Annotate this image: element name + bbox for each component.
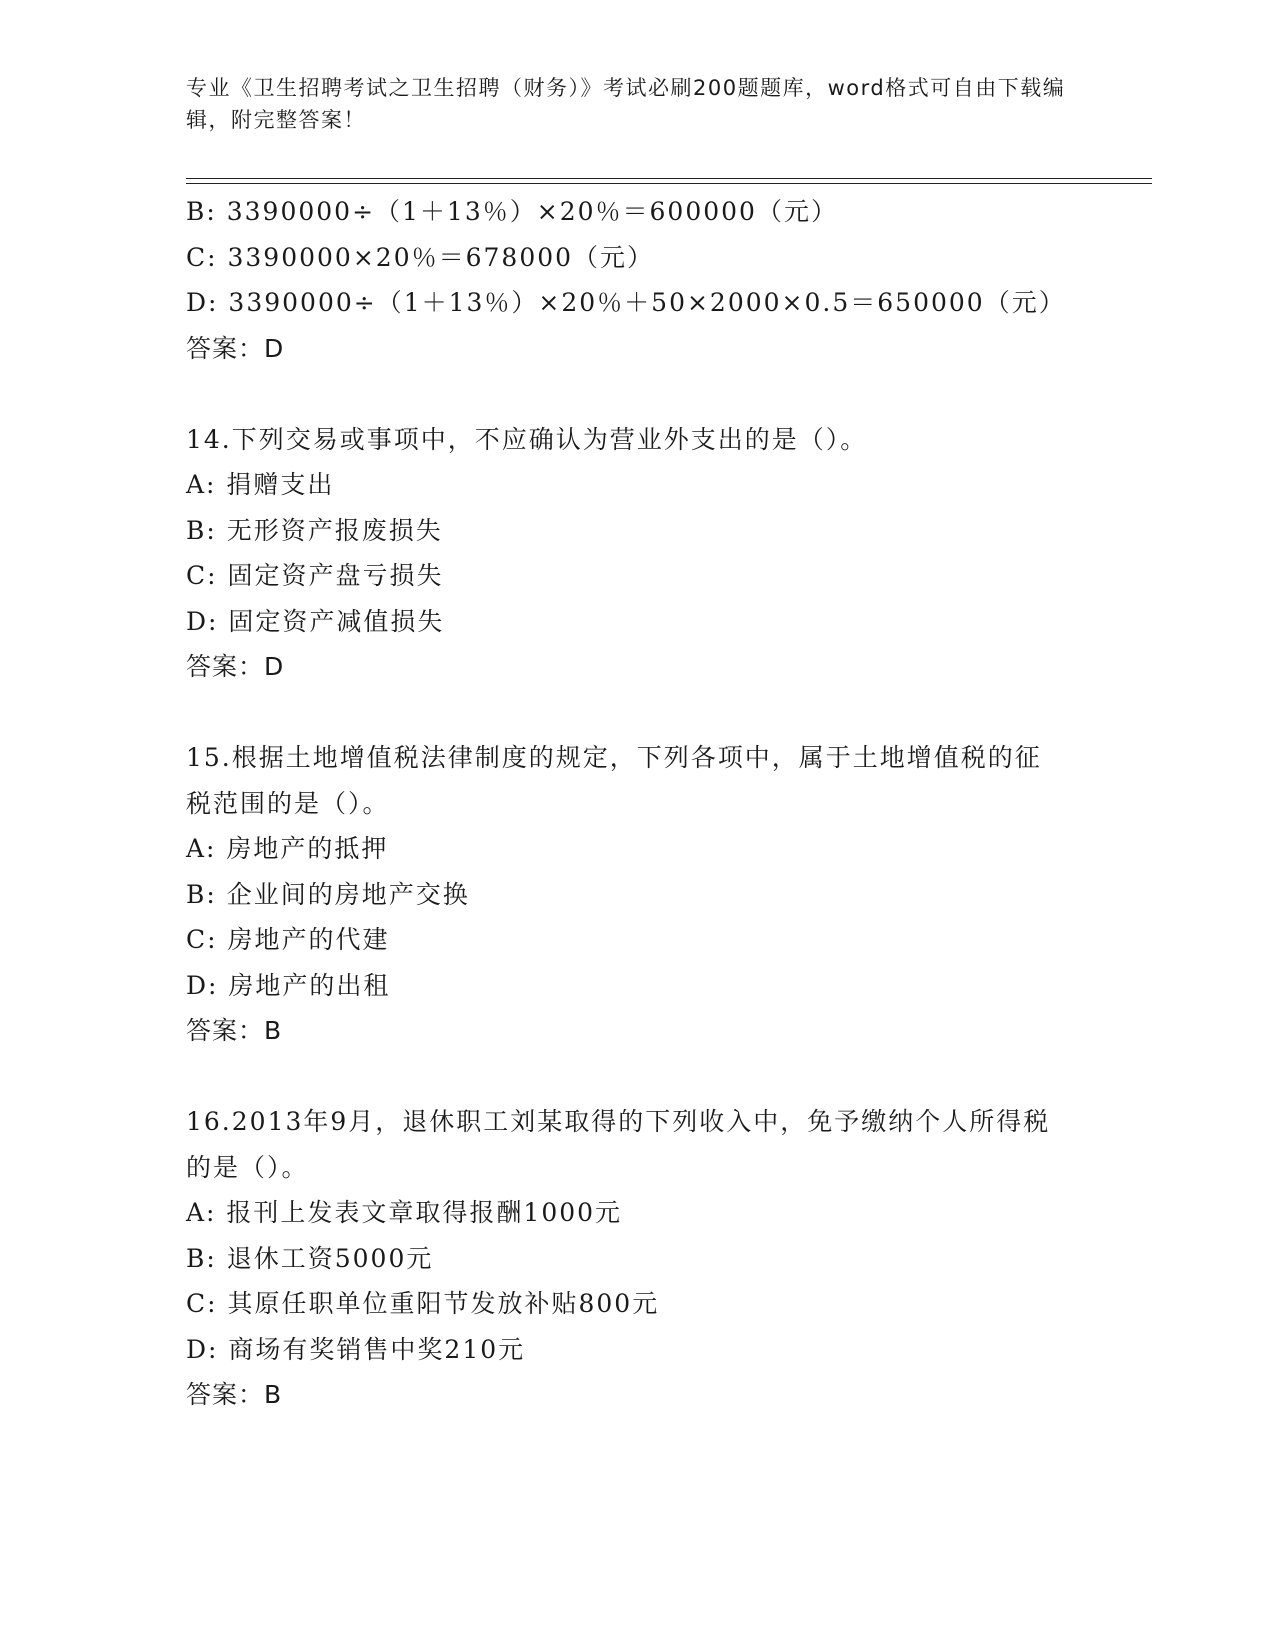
option-c: C: 房地产的代建 — [186, 925, 390, 954]
option-b: B: 无形资产报废损失 — [186, 515, 443, 545]
option-b: B: 企业间的房地产交换 — [186, 879, 470, 909]
document-body — [186, 189, 1086, 1418]
option-c: C: 固定资产盘亏损失 — [186, 561, 444, 590]
question-stem: 14.下列交易或事项中，不应确认为营业外支出的是（）。 — [186, 424, 868, 454]
option-d: D: 商场有奖销售中奖210元 — [186, 1334, 526, 1364]
answer-line: 答案：D — [186, 652, 285, 681]
answer-line: 答案：B — [186, 1380, 283, 1409]
question-15 — [186, 735, 1086, 1054]
header-divider-bottom — [186, 183, 1152, 184]
header-divider-top — [186, 178, 1152, 179]
question-stem: 15.根据土地增值税法律制度的规定，下列各项中，属于土地增值税的征税范围的是（）。 — [186, 743, 1042, 818]
option-d: D: 房地产的出租 — [186, 970, 391, 1000]
option-c: C: 3390000×20％＝678000（元） — [186, 242, 655, 272]
question-14 — [186, 417, 1086, 690]
option-c: C: 其原任职单位重阳节发放补贴800元 — [186, 1289, 660, 1318]
option-b: B: 退休工资5000元 — [186, 1243, 434, 1273]
option-d: D: 固定资产减值损失 — [186, 606, 445, 636]
option-b: B: 3390000÷（1＋13％）×20％＝600000（元） — [186, 197, 838, 226]
answer-line: 答案：B — [186, 1016, 283, 1045]
question-16 — [186, 1099, 1086, 1418]
option-a: A: 报刊上发表文章取得报酬1000元 — [186, 1198, 623, 1227]
document-header: 专业《卫生招聘考试之卫生招聘（财务）》考试必刷200题题库，word格式可自由下载编辑，附完整答案！ — [186, 76, 1066, 132]
option-a: A: 房地产的抵押 — [186, 834, 389, 863]
option-a: A: 捐赠支出 — [186, 470, 335, 499]
answer-line: 答案：D — [186, 333, 285, 363]
continued-question — [186, 189, 1086, 371]
question-stem: 16.2013年9月，退休职工刘某取得的下列收入中，免予缴纳个人所得税的是（）。 — [186, 1107, 1051, 1182]
option-d: D: 3390000÷（1＋13％）×20％＋50×2000×0.5＝650000（元） — [186, 288, 1066, 317]
